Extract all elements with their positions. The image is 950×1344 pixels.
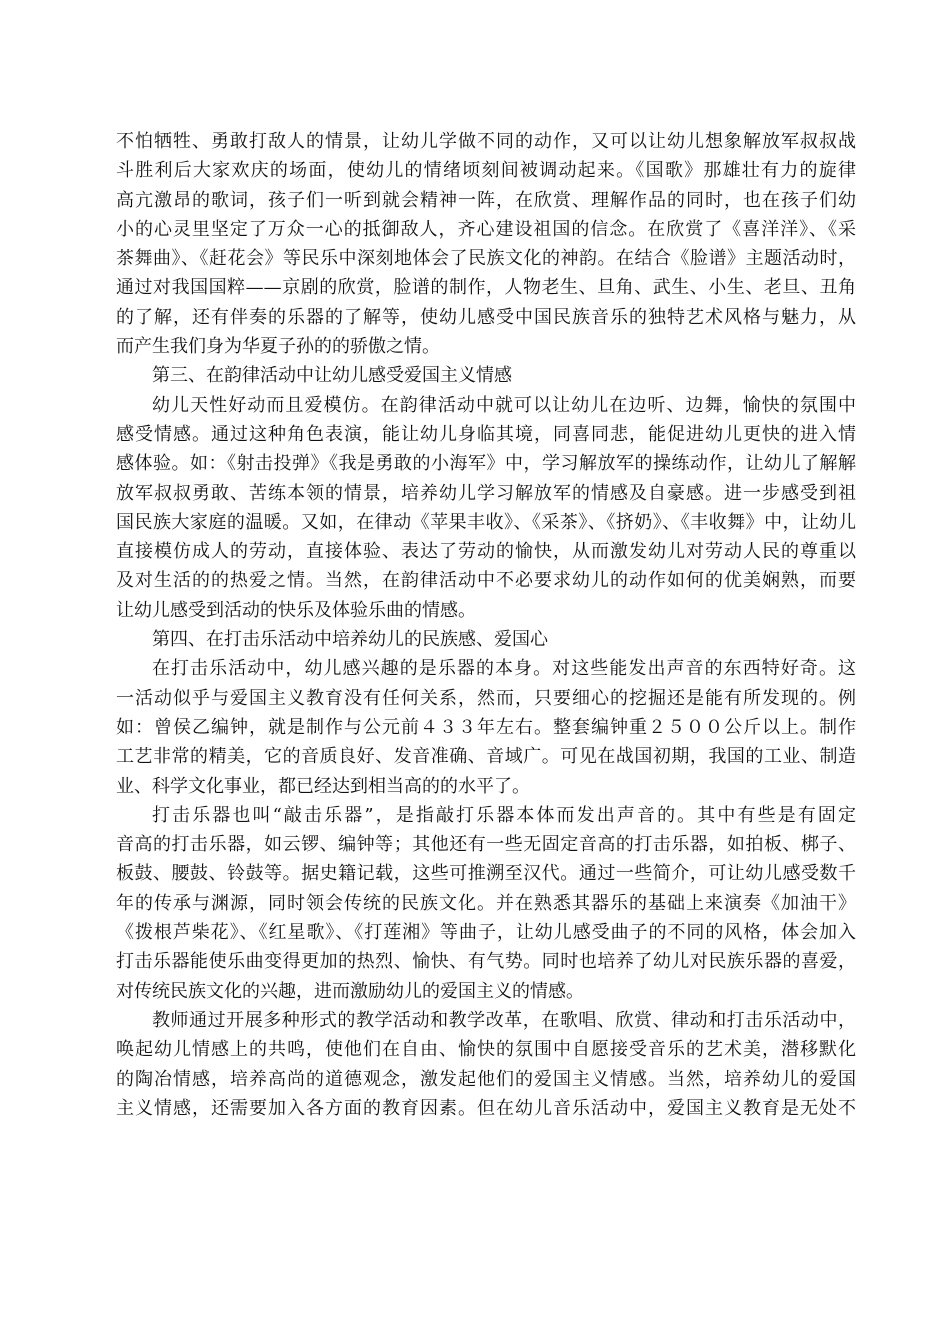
text-line: 《拨根芦柴花》、《红星歌》、《打莲湘》等曲子，让幼儿感受曲子的不同的风格，体会加入 xyxy=(116,922,856,944)
text-line: 感受情感。通过这种角色表演，能让幼儿身临其境，同喜同悲，能促进幼儿更快的进入情 xyxy=(116,423,856,445)
text-line: 年的传承与渊源，同时领会传统的民族文化。并在熟悉其器乐的基础上来演奏《加油干》 xyxy=(116,892,856,914)
text-line: 主义情感，还需要加入各方面的教育因素。但在幼儿音乐活动中，爱国主义教育是无处不 xyxy=(116,1097,856,1119)
text-line: 工艺非常的精美，它的音质良好、发音准确、音域广。可见在战国初期，我国的工业、制造 xyxy=(116,746,856,768)
text-line: 国民族大家庭的温暖。又如，在律动《苹果丰收》、《采茶》、《挤奶》、《丰收舞》中，让幼儿 xyxy=(116,511,856,533)
text-line: 斗胜利后大家欢庆的场面，使幼儿的情绪顷刻间被调动起来。《国歌》那雄壮有力的旋律 xyxy=(116,160,856,182)
section-heading: 第四、在打击乐活动中培养幼儿的民族感、爱国心 xyxy=(152,629,548,651)
text-line: 感体验。如：《射击投弹》《我是勇敢的小海军》中，学习解放军的操练动作，让幼儿了解解 xyxy=(116,453,856,475)
text-line: 在打击乐活动中，幼儿感兴趣的是乐器的本身。对这些能发出声音的东西特好奇。这 xyxy=(152,658,856,680)
text-line: 音高的打击乐器，如云锣、编钟等；其他还有一些无固定音高的打击乐器，如拍板、梆子、 xyxy=(116,834,856,856)
text-line: 茶舞曲》、《赶花会》等民乐中深刻地体会了民族文化的神韵。在结合《脸谱》主题活动时， xyxy=(116,248,856,270)
text-line: 放军叔叔勇敢、苦练本领的情景，培养幼儿学习解放军的情感及自豪感。进一步感受到祖 xyxy=(116,482,856,504)
text-line: 如：曾侯乙编钟，就是制作与公元前４３３年左右。整套编钟重２５００公斤以上。制作 xyxy=(116,716,856,738)
text-line: 打击乐器也叫“敲击乐器”，是指敲打乐器本体而发出声音的。其中有些是有固定 xyxy=(152,804,856,826)
text-line: 业、科学文化事业，都已经达到相当高的的水平了。 xyxy=(116,775,530,797)
text-line: 及对生活的的热爱之情。当然，在韵律活动中不必要求幼儿的动作如何的优美娴熟，而要 xyxy=(116,570,856,592)
text-line: 而产生我们身为华夏子孙的的骄傲之情。 xyxy=(116,336,440,358)
text-line: 直接模仿成人的劳动，直接体验、表达了劳动的愉快，从而激发幼儿对劳动人民的尊重以 xyxy=(116,541,856,563)
text-line: 高亢激昂的歌词，孩子们一听到就会精神一阵，在欣赏、理解作品的同时，也在孩子们幼 xyxy=(116,189,856,211)
text-line: 幼儿天性好动而且爱模仿。在韵律活动中就可以让幼儿在边听、边舞，愉快的氛围中 xyxy=(152,394,856,416)
text-line: 对传统民族文化的兴趣，进而激励幼儿的爱国主义的情感。 xyxy=(116,980,584,1002)
text-line: 教师通过开展多种形式的教学活动和教学改革，在歌唱、欣赏、律动和打击乐活动中， xyxy=(152,1009,856,1031)
text-line: 通过对我国国粹——京剧的欣赏，脸谱的制作，人物老生、旦角、武生、小生、老旦、丑角 xyxy=(116,277,856,299)
text-line: 打击乐器能使乐曲变得更加的热烈、愉快、有气势。同时也培养了幼儿对民族乐器的喜爱， xyxy=(116,951,856,973)
body-text xyxy=(116,127,856,1123)
text-line: 唤起幼儿情感上的共鸣，使他们在自由、愉快的氛围中自愿接受音乐的艺术美，潜移默化 xyxy=(116,1039,856,1061)
text-line: 板鼓、腰鼓、铃鼓等。据史籍记载，这些可推溯至汉代。通过一些简介，可让幼儿感受数千 xyxy=(116,863,856,885)
text-line: 的陶冶情感，培养高尚的道德观念，激发起他们的爱国主义情感。当然，培养幼儿的爱国 xyxy=(116,1068,856,1090)
text-line: 小的心灵里坚定了万众一心的抵御敌人，齐心建设祖国的信念。在欣赏了《喜洋洋》、《采 xyxy=(116,218,856,240)
text-line: 一活动似乎与爱国主义教育没有任何关系，然而，只要细心的挖掘还是能有所发现的。例 xyxy=(116,687,856,709)
text-line: 让幼儿感受到活动的快乐及体验乐曲的情感。 xyxy=(116,599,476,621)
text-line: 的了解，还有伴奏的乐器的了解等，使幼儿感受中国民族音乐的独特艺术风格与魅力，从 xyxy=(116,306,856,328)
section-heading: 第三、在韵律活动中让幼儿感受爱国主义情感 xyxy=(152,365,512,387)
text-line: 不怕牺牲、勇敢打敌人的情景，让幼儿学做不同的动作，又可以让幼儿想象解放军叔叔战 xyxy=(116,131,856,152)
